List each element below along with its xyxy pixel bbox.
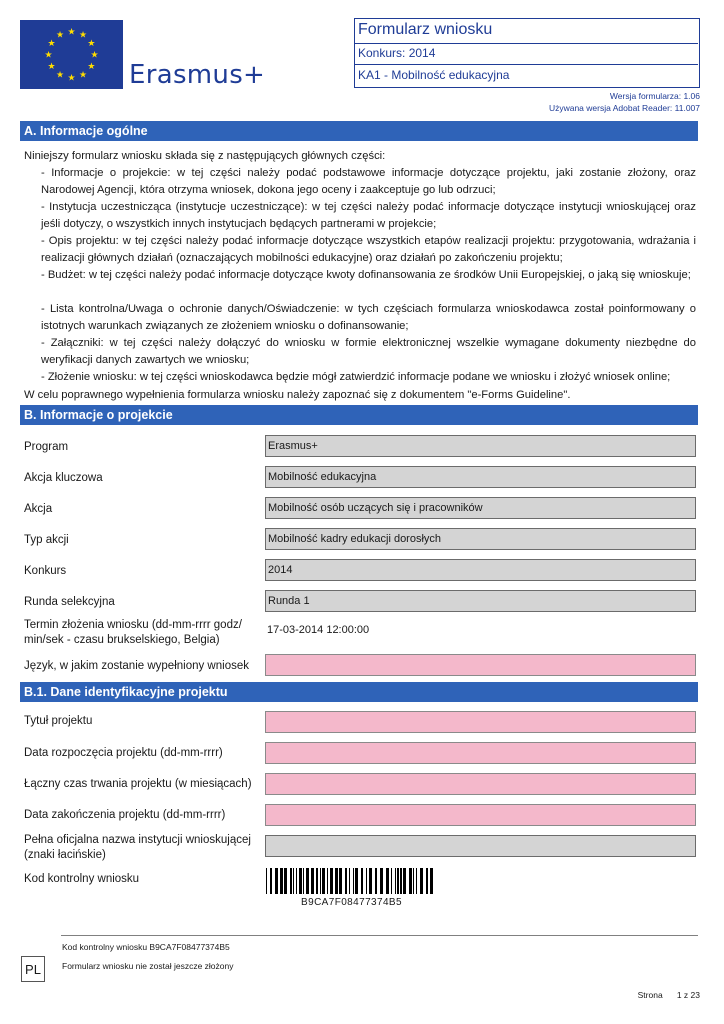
star-icon: ★ [55, 69, 65, 80]
control-code-label: Kod kontrolny wniosku [24, 873, 140, 885]
round-field[interactable]: Runda 1 [265, 590, 696, 612]
start-date-input[interactable] [265, 742, 696, 764]
barcode-bar [327, 868, 328, 894]
star-icon: ★ [67, 72, 76, 83]
barcode-bar [316, 868, 318, 894]
barcode-bar [416, 868, 417, 894]
action-label: KA1 - Mobilność edukacyjna [358, 68, 510, 82]
barcode-bar [397, 868, 399, 894]
star-icon: ★ [47, 61, 56, 71]
institution-name-label: Pełna oficjalna nazwa instytucji wnioskującej (znaki łacińskie) [24, 834, 251, 861]
barcode-bar [335, 868, 338, 894]
barcode-bar [330, 868, 333, 894]
list-item: - Instytucja uczestnicząca (instytucje uczestniczące): w tej części należy podać informacje dotyczące instytucji wnioskującej oraz jeśli dotyczy, o wszystkich innych instytucjach będących partnerami w projekcie; [41, 201, 696, 230]
header-divider [355, 43, 698, 44]
barcode-bar [375, 868, 377, 894]
form-version: Wersja formularza: 1.06 [609, 91, 700, 101]
start-date-label: Data rozpoczęcia projektu (dd-mm-rrrr) [24, 747, 223, 759]
institution-name-field[interactable] [265, 835, 696, 857]
duration-input[interactable] [265, 773, 696, 795]
list-item: - Złożenie wniosku: w tej części wnioskodawca będzie mógł zatwierdzić informacje podane we wniosku i złożyć wniosek online; [41, 371, 671, 383]
deadline-field: 17-03-2014 12:00:00 [267, 624, 370, 636]
competition-label: Konkurs: 2014 [358, 46, 436, 60]
barcode-bar [345, 868, 347, 894]
barcode-bar [320, 868, 321, 894]
project-title-input[interactable] [265, 711, 696, 733]
barcode-bar [413, 868, 414, 894]
barcode-bar [430, 868, 433, 894]
barcode-bar [386, 868, 389, 894]
section-a-header: A. Informacje ogólne [20, 121, 698, 141]
barcode-bar [311, 868, 314, 894]
barcode-bar [280, 868, 283, 894]
barcode-bar [266, 868, 267, 894]
star-icon: ★ [78, 29, 88, 40]
barcode-bar [284, 868, 287, 894]
star-icon: ★ [67, 26, 76, 37]
barcode-bar [400, 868, 402, 894]
star-icon: ★ [87, 38, 96, 48]
list-item: - Informacje o projekcie: w tej części należy podać podstawowe informacje dotyczące projektu, jaki zostanie złożony, oraz Narodowej Agencji, która otrzyma wniosek, dokona jego oceny i zaakceptuje go lub odrzuci; [41, 167, 696, 196]
key-action-field[interactable]: Mobilność edukacyjna [265, 466, 696, 488]
barcode-bar [275, 868, 278, 894]
barcode-bar [290, 868, 292, 894]
star-icon: ★ [44, 49, 53, 60]
action-label: Akcja [24, 503, 53, 515]
barcode-image [266, 868, 437, 894]
end-date-label: Data zakończenia projektu (dd-mm-rrrr) [24, 809, 226, 821]
barcode-bar [403, 868, 406, 894]
barcode-bar [339, 868, 342, 894]
barcode-bar [420, 868, 423, 894]
star-icon: ★ [87, 61, 96, 71]
program-label: Program [24, 441, 69, 453]
header-divider [355, 64, 698, 65]
list-item: - Budżet: w tej części należy podać informacje dotyczące kwoty dofinansowania ze środków Unii Europejskiej, o jaką się wnioskuje; [41, 269, 691, 281]
page-indicator [638, 990, 700, 1000]
barcode-bar [270, 868, 272, 894]
barcode-bar [380, 868, 383, 894]
barcode-bar [349, 868, 350, 894]
control-code-value: B9CA7F08477374B5 [301, 897, 402, 908]
language-select[interactable] [265, 654, 696, 676]
barcode-bar [361, 868, 363, 894]
eu-flag-logo [20, 20, 123, 89]
action-field[interactable]: Mobilność osób uczących się i pracowników [265, 497, 696, 519]
list-item: - Lista kontrolna/Uwaga o ochronie danych/Oświadczenie: w tych częściach formularza wnioskodawca został poinformowany o istotnych warunkach związanych ze złożeniem wniosku o dofinansowanie; [41, 303, 696, 332]
form-title: Formularz wniosku [358, 21, 493, 38]
section-b1-header: B.1. Dane identyfikacyjne projektu [20, 682, 698, 702]
call-field[interactable]: 2014 [265, 559, 696, 581]
star-icon: ★ [90, 49, 99, 60]
list-item: - Opis projektu: w tej części należy podać informacje dotyczące wszystkich etapów realizacji projektu: przygotowania, wdrażania i realizacji głównych działań (oznaczających mobilności edukacyjne) oraz działań po zakończeniu projektu; [41, 235, 696, 264]
star-icon: ★ [47, 38, 56, 48]
barcode-bar [395, 868, 396, 894]
section-a-outro: W celu poprawnego wypełnienia formularza wniosku należy zapoznać się z dokumentem "e-Forms Guideline". [24, 389, 571, 401]
key-action-label: Akcja kluczowa [24, 472, 103, 484]
section-a-intro: Niniejszy formularz wniosku składa się z następujących głównych części: [24, 150, 386, 162]
barcode-bar [426, 868, 428, 894]
barcode-bar [299, 868, 302, 894]
barcode-bar [366, 868, 367, 894]
action-type-field[interactable]: Mobilność kadry edukacji dorosłych [265, 528, 696, 550]
footer-control-code: Kod kontrolny wniosku B9CA7F08477374B5 [62, 942, 230, 952]
list-item: - Załączniki: w tej części należy dołączyć do wniosku w formie elektronicznej wszelkie wymagane dokumenty niezbędne do weryfikacji danych zawartych we wniosku; [41, 337, 696, 366]
language-badge: PL [21, 956, 45, 982]
barcode-bar [303, 868, 304, 894]
footer-status: Formularz wniosku nie został jeszcze złożony [62, 961, 234, 971]
end-date-input[interactable] [265, 804, 696, 826]
erasmus-logo-text: Erasmus+ [129, 60, 266, 90]
section-b-header: B. Informacje o projekcie [20, 405, 698, 425]
duration-label: Łączny czas trwania projektu (w miesiącach) [24, 778, 252, 790]
barcode-bar [353, 868, 354, 894]
page-number: 1 z 23 [676, 990, 700, 1000]
footer-divider [61, 935, 698, 936]
barcode-bar [409, 868, 412, 894]
barcode-bar [306, 868, 309, 894]
action-type-label: Typ akcji [24, 534, 69, 546]
barcode-bar [293, 868, 294, 894]
star-icon: ★ [55, 29, 65, 40]
language-label: Język, w jakim zostanie wypełniony wniosek [24, 660, 249, 672]
barcode-bar [369, 868, 372, 894]
call-label: Konkurs [24, 565, 67, 577]
barcode-bar [322, 868, 325, 894]
reader-version: Używana wersja Adobat Reader: 11.007 [548, 103, 700, 113]
round-label: Runda selekcyjna [24, 596, 115, 608]
project-title-label: Tytuł projektu [24, 715, 93, 727]
page-label: Strona [637, 990, 663, 1000]
deadline-label: Termin złożenia wniosku (dd-mm-rrrr godz/ min/sek - czasu brukselskiego, Belgia) [24, 619, 242, 646]
barcode-bar [391, 868, 392, 894]
program-field[interactable]: Erasmus+ [265, 435, 696, 457]
barcode-bar [355, 868, 358, 894]
star-icon: ★ [78, 69, 88, 80]
barcode-bar [296, 868, 297, 894]
